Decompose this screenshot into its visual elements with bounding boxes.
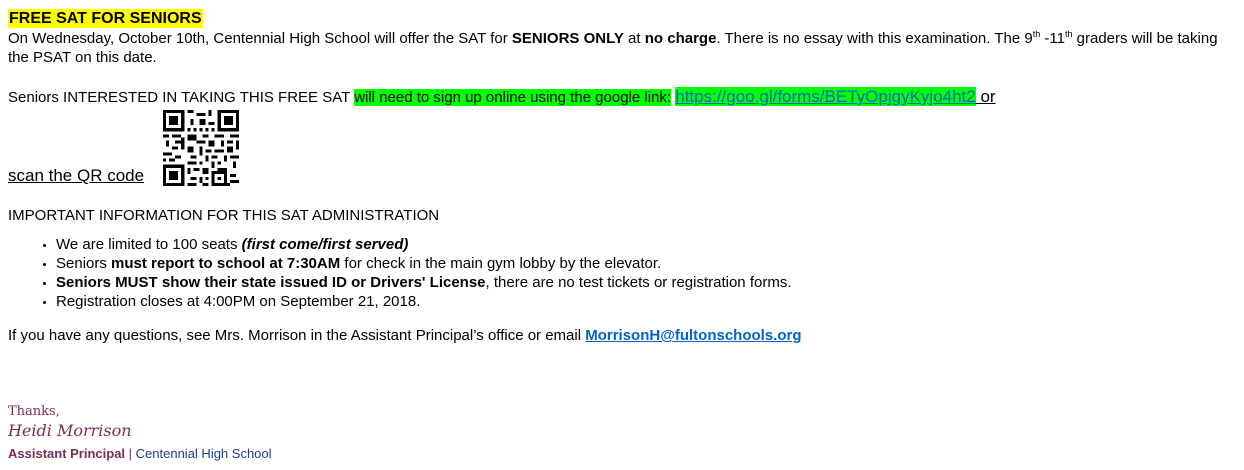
signup-instruction-highlight: will need to sign up online using the google link: bbox=[354, 89, 672, 106]
signature-title: Assistant Principal | Centennial High School bbox=[8, 446, 272, 461]
page-title: FREE SAT FOR SENIORS bbox=[9, 10, 202, 27]
intro-paragraph: On Wednesday, October 10th, Centennial High School will offer the SAT for SENIORS ONLY at no charge. There is no essay with this examination. The 9th -11th graders will be taking the PSAT on this date. bbox=[8, 29, 1218, 66]
list-item: • Seniors must report to school at 7:30AM for check in the main gym lobby by the elevator. bbox=[56, 254, 1236, 273]
qr-code-label: scan the QR code bbox=[8, 166, 145, 185]
document-body bbox=[8, 9, 1236, 345]
email-link[interactable]: MorrisonH@fultonschools.org bbox=[585, 327, 802, 344]
list-item: • Seniors MUST show their state issued ID or Drivers' License, there are no test tickets or registration forms. bbox=[56, 273, 1236, 292]
qr-code-icon[interactable] bbox=[163, 110, 239, 186]
signature-thanks: Thanks, bbox=[8, 404, 60, 419]
no-charge-text: no charge bbox=[644, 30, 717, 47]
signature-block bbox=[8, 404, 272, 464]
signup-paragraph: Seniors INTERESTED IN TAKING THIS FREE SAT will need to sign up online using the google link: https://goo.gl/forms/BETyOpjgyKyjo4ht2 or bbox=[8, 87, 996, 106]
info-heading: IMPORTANT INFORMATION FOR THIS SAT ADMINISTRATION bbox=[8, 207, 440, 224]
list-item: • Registration closes at 4:00PM on September 21, 2018. bbox=[56, 292, 1236, 311]
seniors-only-text: SENIORS ONLY bbox=[511, 30, 624, 47]
contact-paragraph: If you have any questions, see Mrs. Morrison in the Assistant Principal’s office or email MorrisonH@fultonschools.org bbox=[8, 327, 802, 344]
list-item: • We are limited to 100 seats (first come/first served) bbox=[56, 235, 1236, 254]
qr-code-line bbox=[8, 108, 1236, 186]
signature-name: Heidi Morrison bbox=[8, 421, 132, 440]
google-form-link[interactable]: https://goo.gl/forms/BETyOpjgyKyjo4ht2 bbox=[675, 87, 976, 106]
info-list bbox=[8, 235, 1236, 311]
